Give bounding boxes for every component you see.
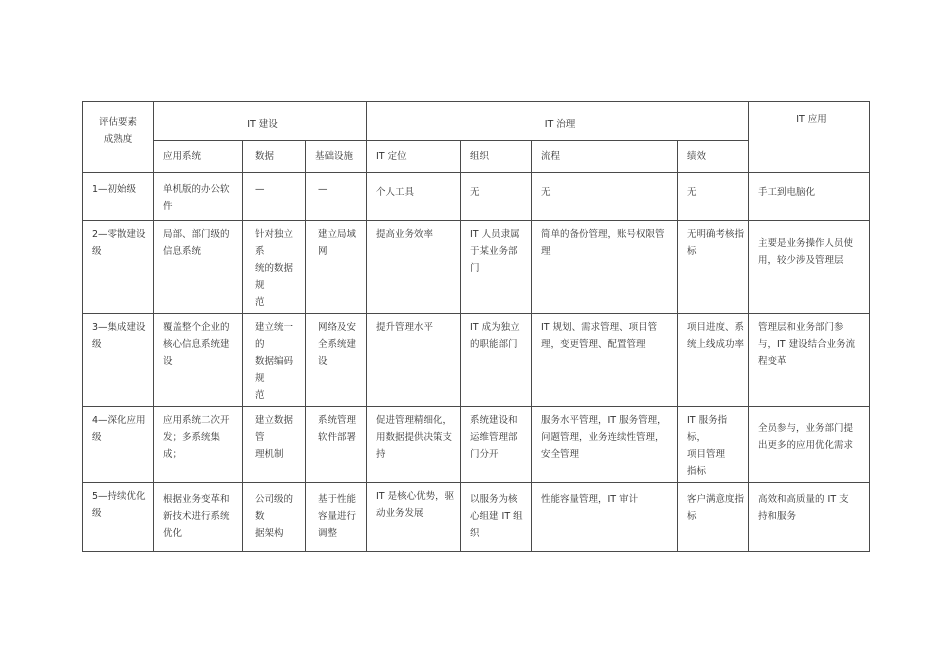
cell-line: 调整 (318, 528, 338, 539)
subheader-label: IT 定位 (376, 151, 407, 162)
cell-line: 理，变更管理、配置管理 (541, 339, 646, 350)
cell-line: 理机制 (255, 449, 284, 460)
cell-line: 建立数据管 (255, 415, 294, 443)
cell-line: 服务水平管理，IT 服务管理， (541, 415, 667, 426)
table-row (83, 221, 870, 314)
infra-cell (306, 483, 367, 552)
cell-line: 与，IT 建设结合业务流 (758, 339, 856, 350)
cell-line: 核心信息系统建 (163, 339, 230, 350)
subheader-label: 基础设施 (315, 151, 354, 162)
cell-line: 统上线成功率 (687, 339, 745, 350)
cell-line: 全员参与，业务部门提 (758, 423, 854, 434)
cell-line: 设 (163, 356, 173, 367)
subheader-label: 组织 (470, 151, 490, 162)
cell-line: 网络及安 (318, 322, 357, 333)
cell-line: 项目管理 (687, 449, 726, 460)
cell-line: 发；多系统集 (163, 432, 221, 443)
subheader-process (532, 141, 678, 173)
cell-line: 据架构 (255, 528, 284, 539)
header-row-groups (83, 102, 870, 141)
cell-line: 网 (318, 246, 328, 257)
cell-line: 全系统建 (318, 339, 357, 350)
cell-line: 应用系统二次开 (163, 415, 230, 426)
apply-cell (749, 407, 870, 483)
cell-line: 指标 (687, 466, 707, 477)
table-row (83, 407, 870, 483)
cell-line: 用数据提供决策支 (376, 432, 453, 443)
cell-line: 门 (470, 263, 480, 274)
perf-cell (678, 483, 749, 552)
subheader-app-system (154, 141, 243, 173)
cell-line: 2—零散建设 (92, 229, 146, 240)
cell-line: 建立统一的 (255, 322, 294, 350)
cell-line: 成； (163, 449, 183, 460)
cell-line: — (255, 184, 265, 195)
level-cell (83, 407, 154, 483)
perf-cell (678, 221, 749, 314)
cell-line: 理 (541, 246, 551, 257)
cell-line: 标 (687, 246, 697, 257)
data-cell (243, 314, 306, 407)
cell-line: 项目进度、系 (687, 322, 745, 333)
position-cell (367, 173, 461, 221)
cell-line: 单机版的办公软 (163, 184, 230, 195)
cell-line: 促进管理精细化， (376, 415, 453, 426)
level-cell (83, 173, 154, 221)
apply-cell (749, 173, 870, 221)
cell-line: 性能容量管理，IT 审计 (541, 494, 639, 505)
corner-header-line: 评估要素 (98, 117, 137, 128)
cell-line: 范 (255, 390, 265, 401)
apply-cell (749, 221, 870, 314)
infra-cell (306, 221, 367, 314)
app-system-cell (154, 173, 243, 221)
process-cell (532, 221, 678, 314)
cell-line: 软件部署 (318, 432, 357, 443)
cell-line: 动业务发展 (376, 508, 424, 519)
cell-line: 无明确考核指 (687, 229, 745, 240)
subheader-label: 应用系统 (163, 151, 202, 162)
subheader-org (461, 141, 532, 173)
org-cell (461, 483, 532, 552)
data-cell (243, 221, 306, 314)
cell-line: 级 (92, 246, 102, 257)
cell-line: 公司级的数 (255, 494, 294, 522)
data-cell (243, 483, 306, 552)
cell-line: 4—深化应用 (92, 415, 146, 426)
cell-line: 优化 (163, 528, 183, 539)
cell-line: 简单的备份管理，账号权限管 (541, 229, 665, 240)
position-cell (367, 483, 461, 552)
cell-line: 问题管理，业务连续性管理， (541, 432, 665, 443)
cell-line: 无 (470, 187, 480, 198)
org-cell (461, 314, 532, 407)
cell-line: 数据编码规 (255, 356, 294, 384)
cell-line: 针对独立系 (255, 229, 294, 257)
data-cell (243, 173, 306, 221)
level-cell (83, 221, 154, 314)
group-header-label: IT 建设 (247, 119, 278, 130)
app-system-cell (154, 221, 243, 314)
group-header-it-build (154, 102, 367, 141)
process-cell (532, 314, 678, 407)
cell-line: 高效和高质量的 IT 支 (758, 494, 849, 505)
cell-line: 统的数据规 (255, 263, 294, 291)
level-cell (83, 483, 154, 552)
cell-line: 的职能部门 (470, 339, 518, 350)
cell-line: 程变革 (758, 356, 787, 367)
position-cell (367, 314, 461, 407)
cell-line: 无 (541, 187, 551, 198)
table-row (83, 483, 870, 552)
group-header-it-apply (749, 102, 870, 173)
corner-header-line: 成熟度 (103, 134, 133, 145)
cell-line: 系统建设和 (470, 415, 518, 426)
cell-line: 安全管理 (541, 449, 580, 460)
cell-line: 提升管理水平 (376, 322, 434, 333)
cell-line: 出更多的应用优化需求 (758, 440, 854, 451)
cell-line: IT 是核心优势，驱 (376, 491, 455, 502)
cell-line: 心组建 IT 组 (470, 511, 523, 522)
perf-cell (678, 314, 749, 407)
process-cell (532, 173, 678, 221)
position-cell (367, 407, 461, 483)
cell-line: 基于性能 (318, 494, 357, 505)
cell-line: 持和服务 (758, 511, 797, 522)
cell-line: IT 服务指标， (687, 415, 728, 443)
cell-line: 标 (687, 511, 697, 522)
app-system-cell (154, 407, 243, 483)
it-maturity-table (82, 101, 870, 552)
subheader-position (367, 141, 461, 173)
cell-line: 件 (163, 201, 173, 212)
cell-line: 持 (376, 449, 386, 460)
cell-line: 无 (687, 187, 697, 198)
infra-cell (306, 173, 367, 221)
cell-line: 级 (92, 432, 102, 443)
apply-cell (749, 314, 870, 407)
cell-line: 用，较少涉及管理层 (758, 255, 844, 266)
app-system-cell (154, 314, 243, 407)
subheader-label: 数据 (255, 151, 275, 162)
cell-line: 根据业务变革和 (163, 494, 230, 505)
cell-line: 容量进行 (318, 511, 357, 522)
data-cell (243, 407, 306, 483)
cell-line: IT 规划、需求管理、项目管 (541, 322, 658, 333)
cell-line: 新技术进行系统 (163, 511, 230, 522)
cell-line: 织 (470, 528, 480, 539)
group-header-label: IT 应用 (796, 114, 827, 125)
cell-line: IT 人员隶属 (470, 229, 520, 240)
subheader-perf (678, 141, 749, 173)
cell-line: 局部、部门级的 (163, 229, 230, 240)
cell-line: 以服务为核 (470, 494, 518, 505)
cell-line: 范 (255, 297, 265, 308)
process-cell (532, 483, 678, 552)
org-cell (461, 221, 532, 314)
cell-line: 运维管理部 (470, 432, 518, 443)
cell-line: 级 (92, 508, 102, 519)
subheader-infra (306, 141, 367, 173)
corner-header-cell (83, 102, 154, 173)
infra-cell (306, 407, 367, 483)
cell-line: IT 成为独立 (470, 322, 520, 333)
app-system-cell (154, 483, 243, 552)
cell-line: 客户满意度指 (687, 494, 745, 505)
subheader-label: 流程 (541, 151, 561, 162)
table-row (83, 173, 870, 221)
perf-cell (678, 407, 749, 483)
cell-line: 手工到电脑化 (758, 187, 816, 198)
cell-line: 建立局域 (318, 229, 357, 240)
cell-line: 于某业务部 (470, 246, 518, 257)
position-cell (367, 221, 461, 314)
perf-cell (678, 173, 749, 221)
table-row (83, 314, 870, 407)
cell-line: 设 (318, 356, 328, 367)
cell-line: 信息系统 (163, 246, 202, 257)
group-header-it-govern (367, 102, 749, 141)
cell-line: 5—持续优化 (92, 491, 146, 502)
org-cell (461, 173, 532, 221)
cell-line: 管理层和业务部门参 (758, 322, 844, 333)
cell-line: 个人工具 (376, 187, 415, 198)
subheader-data (243, 141, 306, 173)
level-cell (83, 314, 154, 407)
cell-line: 系统管理 (318, 415, 357, 426)
subheader-label: 绩效 (687, 151, 707, 162)
cell-line: 3—集成建设 (92, 322, 146, 333)
group-header-label: IT 治理 (544, 119, 576, 130)
org-cell (461, 407, 532, 483)
process-cell (532, 407, 678, 483)
apply-cell (749, 483, 870, 552)
cell-line: 主要是业务操作人员使 (758, 238, 854, 249)
cell-line: 覆盖整个企业的 (163, 322, 230, 333)
cell-line: — (318, 184, 328, 195)
cell-line: 1—初始级 (92, 184, 137, 195)
cell-line: 门分开 (470, 449, 499, 460)
infra-cell (306, 314, 367, 407)
cell-line: 级 (92, 339, 102, 350)
cell-line: 提高业务效率 (376, 229, 434, 240)
